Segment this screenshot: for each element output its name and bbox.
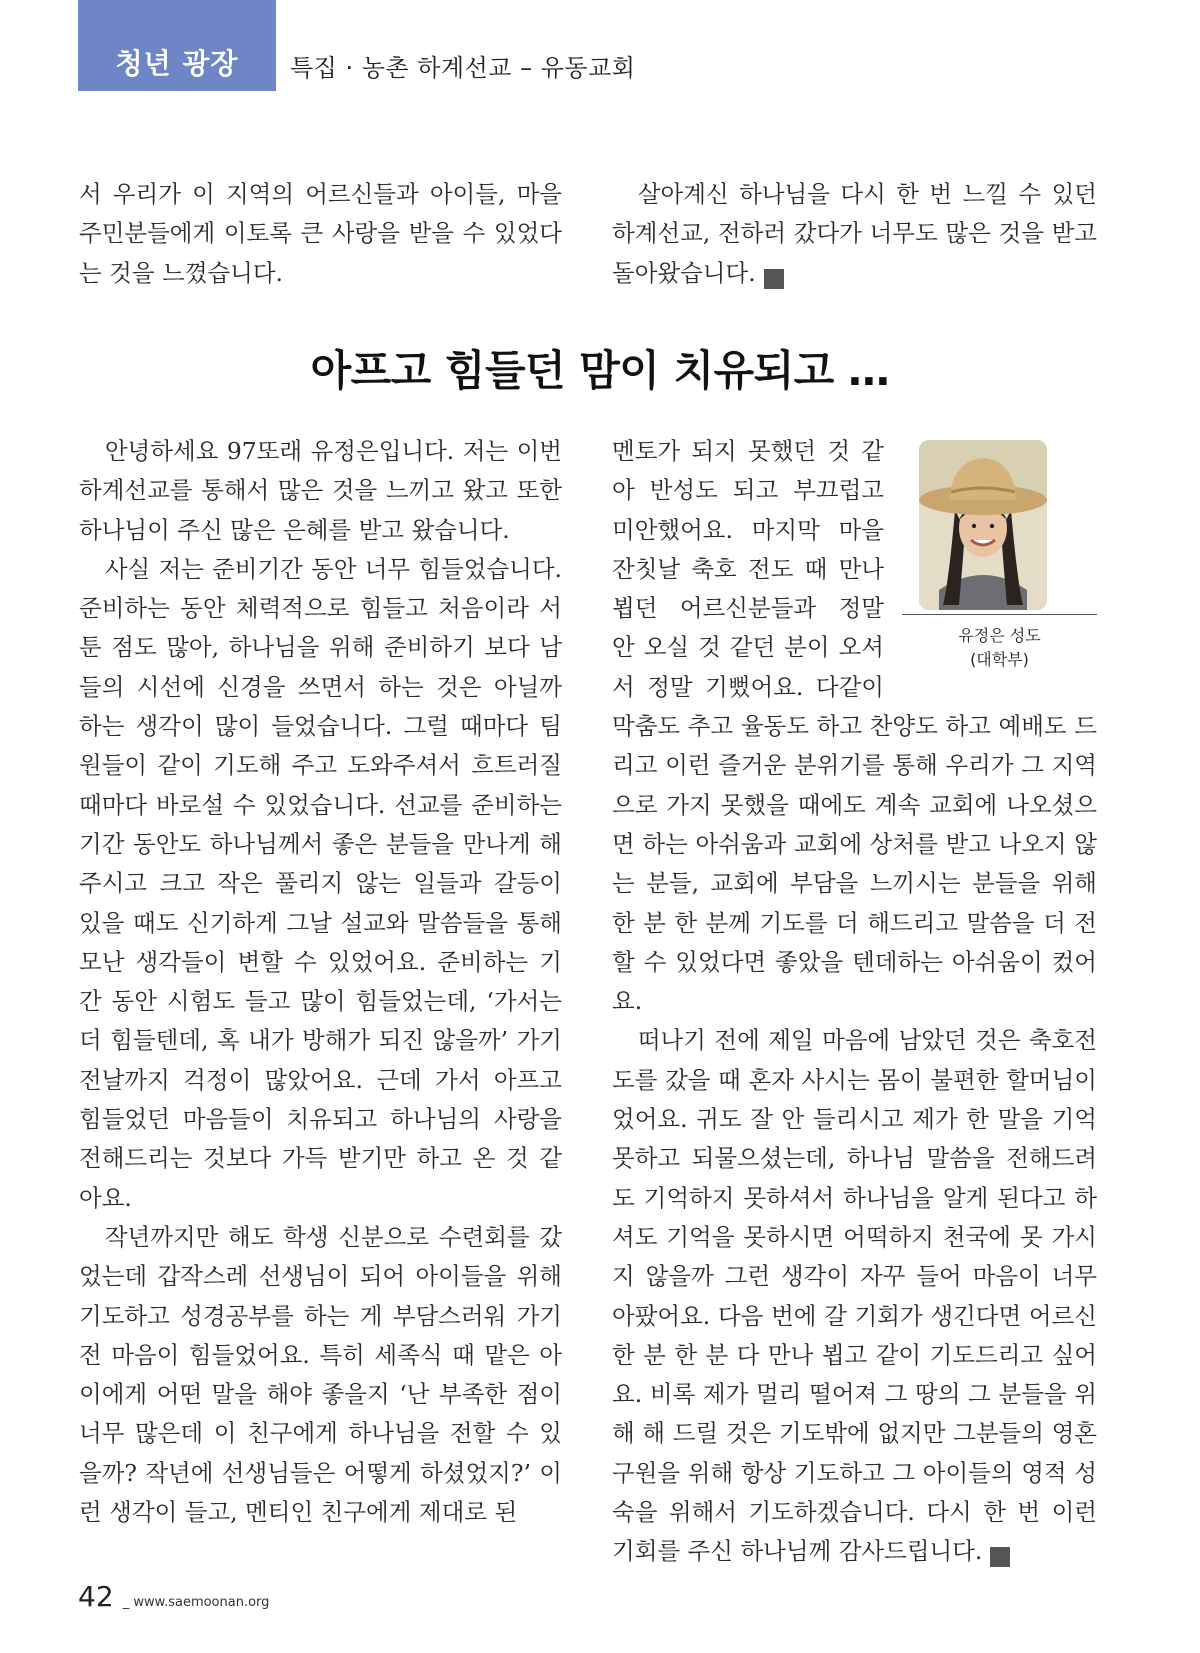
article-paragraph: 안녕하세요 97또래 유정은입니다. 저는 이번 하계선교를 통해서 많은 것을 느끼고 왔고 또한 하나님이 주신 많은 은혜를 받고 왔습니다. [79, 437, 562, 544]
caption-name: 유정은 성도 [958, 626, 1041, 645]
section-tab: 청년 광장 [78, 0, 276, 91]
article-right-column [612, 432, 1097, 1572]
photo-caption [902, 624, 1097, 672]
page-number: 42 [78, 1580, 114, 1613]
article-paragraph: 사실 저는 준비기간 동안 너무 힘들었습니다. 준비하는 동안 체력적으로 힘들고 처음이라 서툰 점도 많아, 하나님을 위해 준비하기 보다 남들의 시선에 신경을 쓰면서 하는 것은 아닐까 하는 생각이 많이 들었습니다. 그럴 때마다 팀원들이 같이 기도해 주고 도와주셔서 흐트러질 때마다 바로설 수 있었습니다. 선교를 준비하는 기간 동안도 하나님께서 좋은 분들을 만나게 해주시고 크고 작은 풀리지 않는 일들과 갈등이 있을 때도 신기하게 그날 설교와 말씀들을 통해 모난 생각들이 변할 수 있었어요. 준비하는 기간 동안 시험도 들고 많이 힘들었는데, ‘가서는 더 힘들텐데, 혹 내가 방해가 되진 않을까’ 가기 전날까지 걱정이 많았어요. 근데 가서 아프고 힘들었던 마음들이 치유되고 하나님의 사랑을 전해드리는 것보다 가득 받기만 하고 온 것 같아요. [79, 554, 562, 1212]
author-portrait-icon [919, 440, 1047, 610]
article-paragraph: 떠나기 전에 제일 마음에 남았던 것은 축호전도를 갔을 때 혼자 사시는 몸이 불편한 할머님이었어요. 귀도 잘 안 들리시고 제가 한 말을 기억 못하고 되물으셨는데, 하나님 말씀을 전해드려도 기억하지 못하셔서 하나님을 알게 된다고 하셔도 기억을 못하시면 어떡하지 천국에 못 가시지 않을까 그런 생각이 자꾸 들어 마음이 너무 아팠어요. 다음 번에 갈 기회가 생긴다면 어르신 한 분 한 분 다 만나 뵙고 같이 기도드리고 싶어요. 비록 제가 멀리 떨어져 그 땅의 그 분들을 위해 해 드릴 것은 기도밖에 없지만 그분들의 영혼 구원을 위해 항상 기도하고 그 아이들의 영적 성숙을 위해서 기도하겠습니다. 다시 한 번 이런 기회를 주신 하나님께 감사드립니다. 새 [612, 1026, 1097, 1566]
caption-rule [902, 614, 1097, 615]
article-headline: 아프고 힘들던 맘이 치유되고 … [310, 346, 890, 395]
article-paragraph: 멘토가 되지 못했던 것 같아 반성도 되고 부끄럽고 미안했어요. 마지막 마을 잔칫날 축호 전도 때 만나 뵙던 어르신분들과 정말 안 오실 것 같던 분이 오셔서 정말 기뻤어요. 다같이 막춤도 추고 율동도 하고 찬양도 하고 예배도 드리고 이런 즐거운 분위기를 통해 우리가 그 지역으로 가지 못했을 때에도 계속 교회에 나오셨으면 하는 아쉬움과 교회에 상처를 받고 나오지 않는 분들, 교회에 부담을 느끼시는 분들을 위해 한 분 한 분께 기도를 더 해드리고 말씀을 더 전할 수 있었다면 좋았을 텐데하는 아쉬움이 컸어요. [612, 437, 1097, 1016]
end-mark-icon: 새 [764, 269, 784, 289]
prev-article-left-column [79, 175, 562, 293]
prev-article-right-text: 살아계신 하나님을 다시 한 번 느낄 수 있던 하계선교, 전하러 갔다가 너무도 많은 것을 받고 돌아왔습니다. 새 [612, 180, 1097, 287]
feature-title: 특집 · 농촌 하계선교 – 유동교회 [290, 54, 636, 82]
article-paragraph: 작년까지만 해도 학생 신분으로 수련회를 갔었는데 갑작스레 선생님이 되어 아이들을 위해 기도하고 성경공부를 하는 게 부담스러워 가기 전 마음이 힘들었어요. 특히 세족식 때 맡은 아이에게 어떤 말을 해야 좋을지 ‘난 부족한 점이 너무 많은데 이 친구에게 하나님을 전할 수 있을까? 작년에 선생님들은 어떻게 하셨었지?’ 이런 생각이 들고, 멘티인 친구에게 제대로 된 [79, 1222, 562, 1527]
prev-article-left-text: 서 우리가 이 지역의 어르신들과 아이들, 마을 주민분들에게 이토록 큰 사랑을 받을 수 있었다는 것을 느꼈습니다. [79, 180, 562, 287]
author-photo [919, 440, 1047, 610]
page-footer [78, 1580, 269, 1613]
end-mark-icon: 새 [990, 1547, 1010, 1567]
article-left-column [79, 432, 562, 1532]
website-url: _ www.saemoonan.org [122, 1595, 270, 1610]
caption-department: (대학부) [970, 650, 1029, 669]
author-photo-block [902, 432, 1097, 678]
prev-article-right-column [612, 175, 1097, 293]
